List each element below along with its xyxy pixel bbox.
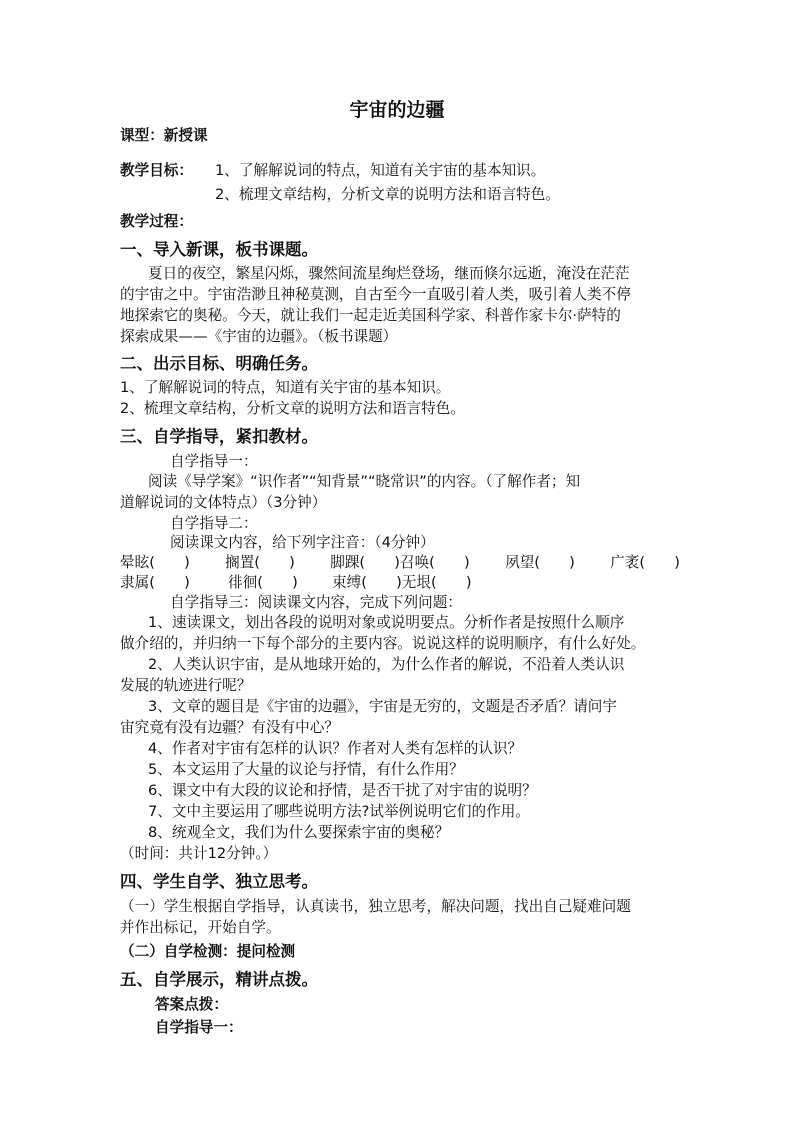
question-line: 6、课文中有大段的议论和抒情，是否干扰了对宇宙的说明？ <box>148 782 537 799</box>
paragraph-line: 的宇宙之中。宇宙浩渺且神秘莫测，自古至今一直吸引着人类，吸引着人类不停 <box>120 286 631 303</box>
guide-label: 自学指导一： <box>155 1019 243 1036</box>
section-heading: 五、自学展示，精讲点拨。 <box>120 970 318 989</box>
paragraph-line: 探索成果——《宇宙的边疆》。（板书课题） <box>120 328 398 345</box>
question-line: 发展的轨迹进行呢？ <box>120 677 252 694</box>
paragraph-line: （一）学生根据自学指导，认真读书，独立思考，解决问题，找出自己疑难问题 <box>120 898 631 915</box>
process-label: 教学过程： <box>120 213 193 230</box>
question-line: 7、文中主要运用了哪些说明方法?试举例说明它们的作用。 <box>148 803 530 820</box>
time-note: （时间：共计12分钟。） <box>120 845 278 862</box>
pinyin-item: 徘徊( ) <box>228 574 298 591</box>
guide-label: 自学指导一： <box>170 453 258 470</box>
question-line: 8、统观全文，我们为什么要探索宇宙的奥秘？ <box>148 824 450 841</box>
pinyin-item: 晕眩( ) <box>120 554 190 571</box>
pinyin-item: 夙望( ) <box>505 554 575 571</box>
paragraph-line: 阅读《导学案》“识作者”“知背景”“晓常识”的内容。（了解作者；知 <box>148 473 581 490</box>
question-line: 做介绍的，并归纳一下每个部分的主要内容。说说这样的说明顺序，有什么好处。 <box>120 635 646 652</box>
list-item: 1、了解解说词的特点，知道有关宇宙的基本知识。 <box>120 379 451 396</box>
paragraph-line: 地探索它的奥秘。今天，就让我们一起走近美国科学家、科普作家卡尔·萨特的 <box>120 307 621 324</box>
pinyin-item: 广袤( ) <box>610 554 680 571</box>
list-item: 2、梳理文章结构，分析文章的说明方法和语言特色。 <box>120 400 465 417</box>
pinyin-row <box>120 553 680 573</box>
answer-label: 答案点拨： <box>155 996 228 1013</box>
objectives-label: 教学目标： <box>120 162 193 179</box>
paragraph-line: 道解说词的文体特点）（3分钟） <box>120 494 327 511</box>
pinyin-item: 束缚( )无垠( ) <box>332 574 472 591</box>
pinyin-item: 脚踝( )召唤( ) <box>330 554 470 571</box>
paragraph-line: 夏日的夜空，繁星闪烁，骤然间流星绚烂登场，继而倏尔远逝，淹没在茫茫 <box>148 265 630 282</box>
paragraph-line: 并作出标记，开始自学。 <box>120 919 281 936</box>
objective-item: 2、梳理文章结构，分析文章的说明方法和语言特色。 <box>215 186 560 203</box>
question-line: 5、本文运用了大量的议论与抒情，有什么作用？ <box>148 761 464 778</box>
document-title: 宇宙的边疆 <box>349 99 445 121</box>
pinyin-item: 搁置( ) <box>225 554 295 571</box>
objective-item: 1、了解解说词的特点，知道有关宇宙的基本知识。 <box>215 162 546 179</box>
question-line: 2、人类认识宇宙，是从地球开始的，为什么作者的解说，不沿着人类认识 <box>148 656 625 673</box>
question-line: 4、作者对宇宙有怎样的认识？作者对人类有怎样的认识？ <box>148 740 523 757</box>
lesson-type: 课型：新授课 <box>120 127 208 144</box>
section-heading: 四、学生自学、独立思考。 <box>120 872 318 891</box>
section-heading: 三、自学指导，紧扣教材。 <box>120 427 318 446</box>
paragraph-line: 阅读课文内容，给下列字注音：（4分钟） <box>170 534 435 551</box>
question-line: 3、文章的题目是《宇宙的边疆》，宇宙是无穷的，文题是否矛盾？请问宇 <box>148 698 617 715</box>
pinyin-item: 隶属( ) <box>120 574 190 591</box>
subheading: （二）自学检测：提问检测 <box>120 943 296 960</box>
question-line: 1、速读课文，划出各段的说明对象或说明要点。分析作者是按照什么顺序 <box>148 614 625 631</box>
question-line: 宙究竟有没有边疆？有没有中心？ <box>120 719 339 736</box>
section-heading: 二、出示目标、明确任务。 <box>120 354 318 373</box>
guide-label: 自学指导二： <box>170 515 258 532</box>
guide-label: 自学指导三：阅读课文内容，完成下列问题： <box>170 594 462 611</box>
section-heading: 一、导入新课，板书课题。 <box>120 240 318 259</box>
